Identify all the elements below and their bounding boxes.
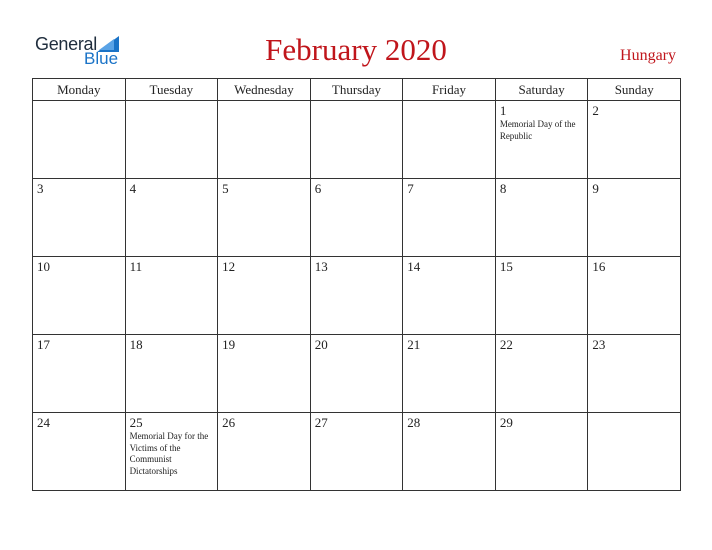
day-number: 1 xyxy=(499,103,507,118)
day-number: 18 xyxy=(129,337,143,352)
day-number: 11 xyxy=(129,259,143,274)
day-number: 12 xyxy=(222,259,236,274)
day-number: 3 xyxy=(37,181,44,196)
weekday-header-tuesday: Tuesday xyxy=(125,79,218,101)
day-cell xyxy=(33,101,126,179)
day-cell xyxy=(495,101,588,179)
day-cell xyxy=(218,413,311,491)
day-cell xyxy=(125,257,218,335)
day-number: 13 xyxy=(314,259,328,274)
day-number: 25 xyxy=(129,415,143,430)
day-cell xyxy=(495,257,588,335)
week-row xyxy=(33,257,681,335)
day-number: 10 xyxy=(37,259,50,274)
week-row xyxy=(33,413,681,491)
day-number: 14 xyxy=(407,259,421,274)
day-cell xyxy=(218,335,311,413)
day-cell xyxy=(218,179,311,257)
day-cell xyxy=(125,179,218,257)
day-number: 20 xyxy=(314,337,328,352)
day-cell xyxy=(495,179,588,257)
day-number xyxy=(588,413,680,415)
weekday-header-row xyxy=(33,79,681,101)
day-number xyxy=(403,101,495,103)
day-cell xyxy=(33,179,126,257)
day-number: 19 xyxy=(222,337,236,352)
holiday-label: Memorial Day of the Republic xyxy=(499,119,576,141)
logo-word-blue: Blue xyxy=(84,49,119,68)
day-number: 9 xyxy=(592,181,599,196)
weekday-header-thursday: Thursday xyxy=(310,79,403,101)
day-number: 2 xyxy=(592,103,599,118)
day-cell xyxy=(33,335,126,413)
day-number: 27 xyxy=(314,415,328,430)
weekday-header-friday: Friday xyxy=(403,79,496,101)
day-cell xyxy=(125,413,218,491)
day-cell xyxy=(403,257,496,335)
calendar-grid xyxy=(32,78,681,491)
day-cell xyxy=(588,101,681,179)
day-cell xyxy=(310,257,403,335)
day-number: 5 xyxy=(222,181,229,196)
day-number: 4 xyxy=(129,181,137,196)
day-cell xyxy=(495,335,588,413)
day-number: 23 xyxy=(592,337,606,352)
weekday-header-saturday: Saturday xyxy=(495,79,588,101)
day-number: 6 xyxy=(314,181,322,196)
day-number: 21 xyxy=(407,337,421,352)
weekday-header-wednesday: Wednesday xyxy=(218,79,311,101)
holiday-label: Memorial Day for the Victims of the Communist Dictatorships xyxy=(129,431,209,476)
week-row xyxy=(33,335,681,413)
day-number: 15 xyxy=(499,259,513,274)
logo-word-general: General xyxy=(35,34,97,54)
day-cell xyxy=(588,413,681,491)
day-number: 7 xyxy=(407,181,414,196)
day-number: 28 xyxy=(407,415,421,430)
day-number xyxy=(33,101,125,103)
day-cell xyxy=(310,101,403,179)
day-number xyxy=(311,101,403,103)
day-number: 29 xyxy=(499,415,513,430)
day-cell xyxy=(125,335,218,413)
day-number: 22 xyxy=(499,337,513,352)
day-number: 24 xyxy=(37,415,50,430)
weekday-header-sunday: Sunday xyxy=(588,79,681,101)
day-cell xyxy=(403,101,496,179)
day-cell xyxy=(588,179,681,257)
day-cell xyxy=(33,413,126,491)
week-row xyxy=(33,101,681,179)
day-cell xyxy=(218,257,311,335)
day-cell xyxy=(403,335,496,413)
calendar-title: February 2020 xyxy=(265,32,447,67)
day-number: 26 xyxy=(222,415,236,430)
day-cell xyxy=(588,335,681,413)
day-number xyxy=(126,101,218,103)
day-number: 16 xyxy=(592,259,606,274)
day-cell xyxy=(33,257,126,335)
day-cell xyxy=(403,413,496,491)
day-number xyxy=(218,101,310,103)
day-number: 17 xyxy=(37,337,50,352)
week-row xyxy=(33,179,681,257)
day-cell xyxy=(125,101,218,179)
day-cell xyxy=(310,335,403,413)
day-cell xyxy=(310,179,403,257)
day-cell xyxy=(588,257,681,335)
country-label: Hungary xyxy=(620,47,676,64)
day-number: 8 xyxy=(499,181,507,196)
day-cell xyxy=(310,413,403,491)
weekday-header-monday: Monday xyxy=(33,79,126,101)
day-cell xyxy=(403,179,496,257)
day-cell xyxy=(218,101,311,179)
day-cell xyxy=(495,413,588,491)
